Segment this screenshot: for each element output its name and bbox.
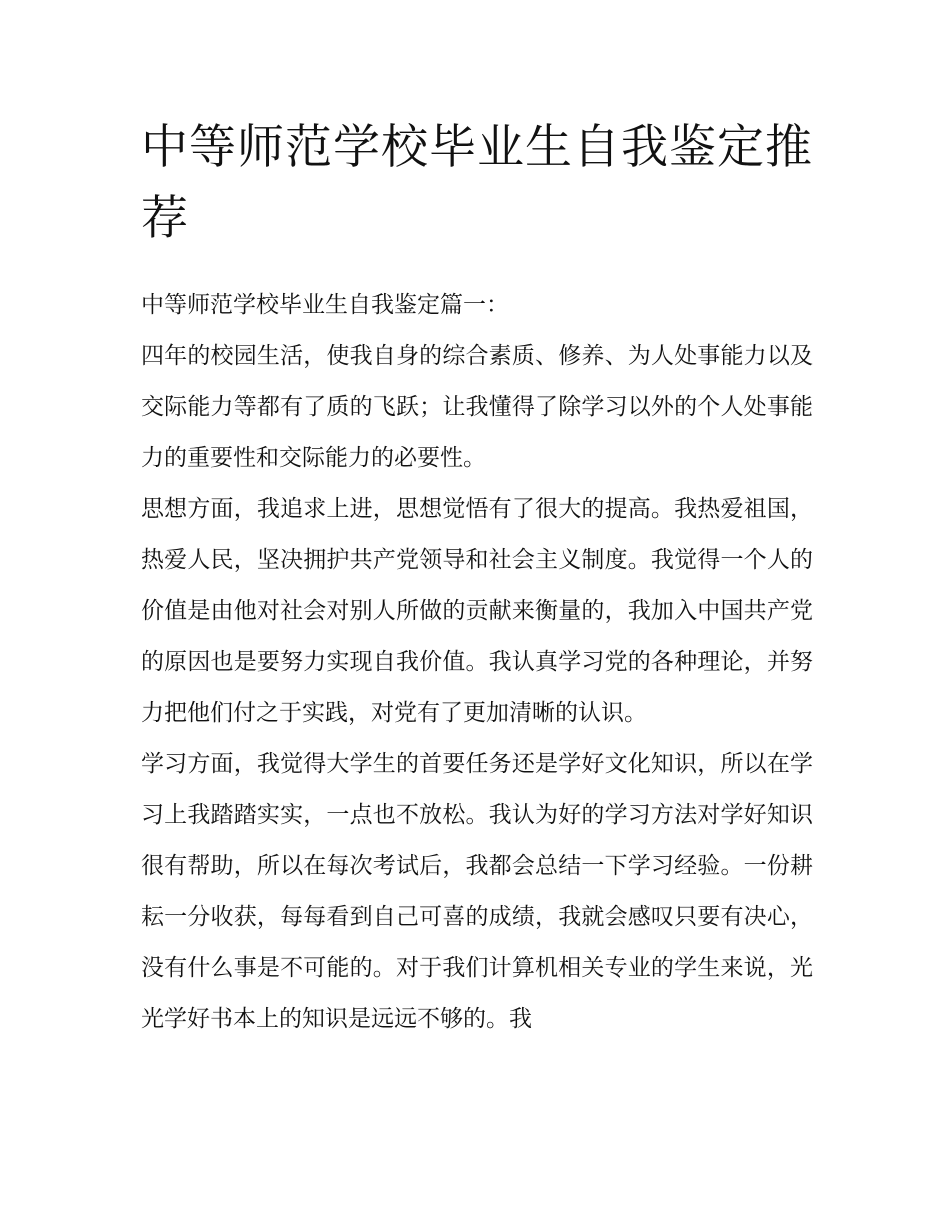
document-body — [141, 280, 813, 1045]
document-title: 中等师范学校毕业生自我鉴定推荐 — [141, 120, 813, 246]
paragraph-study: 学习方面，我觉得大学生的首要任务还是学好文化知识，所以在学习上我踏踏实实，一点也不放松。我认为好的学习方法对学好知识很有帮助，所以在每次考试后，我都会总结一下学习经验。一份耕耘一分收获，每每看到自己可喜的成绩，我就会感叹只要有决心，没有什么事是不可能的。对于我们计算机相关专业的学生来说，光光学好书本上的知识是远远不够的。我 — [141, 751, 813, 1032]
paragraph-intro: 四年的校园生活，使我自身的综合素质、修养、为人处事能力以及交际能力等都有了质的飞跃；让我懂得了除学习以外的个人处事能力的重要性和交际能力的必要性。 — [141, 343, 813, 471]
document-content — [141, 112, 813, 1045]
section-heading: 中等师范学校毕业生自我鉴定篇一： — [141, 292, 509, 318]
paragraph-thought: 思想方面，我追求上进，思想觉悟有了很大的提高。我热爱祖国，热爱人民，坚决拥护共产党领导和社会主义制度。我觉得一个人的价值是由他对社会对别人所做的贡献来衡量的，我加入中国共产党的原因也是要努力实现自我价值。我认真学习党的各种理论，并努力把他们付之于实践，对党有了更加清晰的认识。 — [141, 496, 813, 726]
